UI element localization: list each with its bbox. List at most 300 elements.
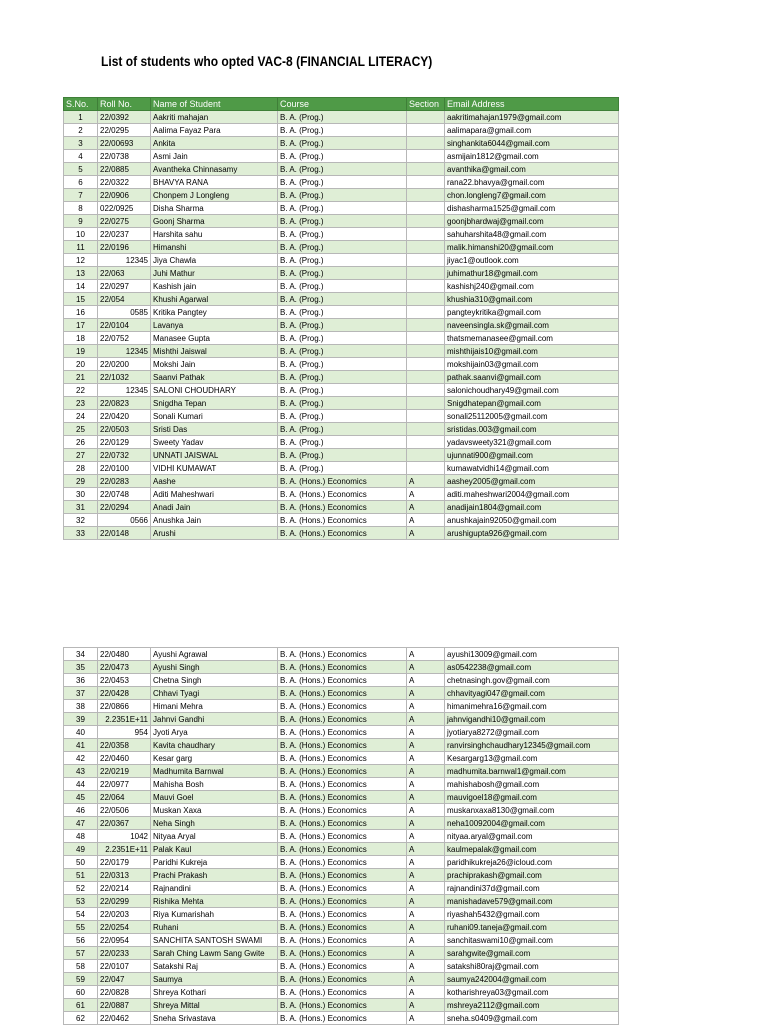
cell-email: sonali25112005@gmail.com <box>445 410 619 423</box>
cell-section <box>407 462 445 475</box>
cell-name: Mauvi Goel <box>151 791 278 804</box>
cell-course: B. A. (Prog.) <box>278 293 407 306</box>
cell-roll-no: 22/0503 <box>98 423 151 436</box>
cell-roll-no: 22/1032 <box>98 371 151 384</box>
cell-name: Aditi Maheshwari <box>151 488 278 501</box>
cell-name: Himanshi <box>151 241 278 254</box>
cell-sno: 28 <box>64 462 98 475</box>
cell-sno: 27 <box>64 449 98 462</box>
cell-email: rana22.bhavya@gmail.com <box>445 176 619 189</box>
table-row <box>64 999 619 1012</box>
cell-sno: 57 <box>64 947 98 960</box>
header-course: Course <box>278 98 407 111</box>
cell-name: Aakriti mahajan <box>151 111 278 124</box>
cell-roll-no: 22/0954 <box>98 934 151 947</box>
cell-roll-no: 22/0254 <box>98 921 151 934</box>
cell-section: A <box>407 661 445 674</box>
cell-course: B. A. (Hons.) Economics <box>278 921 407 934</box>
cell-roll-no: 2.2351E+11 <box>98 843 151 856</box>
cell-email: prachiprakash@gmail.com <box>445 869 619 882</box>
cell-sno: 14 <box>64 280 98 293</box>
cell-roll-no: 22/0297 <box>98 280 151 293</box>
cell-section <box>407 215 445 228</box>
table-row <box>64 973 619 986</box>
cell-email: kotharishreya03@gmail.com <box>445 986 619 999</box>
cell-sno: 9 <box>64 215 98 228</box>
cell-course: B. A. (Hons.) Economics <box>278 817 407 830</box>
cell-email: aditi.maheshwari2004@gmail.com <box>445 488 619 501</box>
cell-sno: 51 <box>64 869 98 882</box>
table-row <box>64 817 619 830</box>
students-table-2 <box>63 647 619 1025</box>
cell-roll-no: 22/00693 <box>98 137 151 150</box>
cell-email: aashey2005@gmail.com <box>445 475 619 488</box>
cell-roll-no: 22/0885 <box>98 163 151 176</box>
cell-sno: 36 <box>64 674 98 687</box>
cell-sno: 24 <box>64 410 98 423</box>
cell-name: Rajnandini <box>151 882 278 895</box>
cell-course: B. A. (Prog.) <box>278 423 407 436</box>
cell-section <box>407 254 445 267</box>
cell-sno: 16 <box>64 306 98 319</box>
cell-sno: 39 <box>64 713 98 726</box>
cell-name: Sonali Kumari <box>151 410 278 423</box>
cell-section <box>407 137 445 150</box>
cell-email: juhimathur18@gmail.com <box>445 267 619 280</box>
cell-sno: 13 <box>64 267 98 280</box>
cell-name: Manasee Gupta <box>151 332 278 345</box>
cell-roll-no: 22/0906 <box>98 189 151 202</box>
table-row <box>64 895 619 908</box>
cell-name: Jiya Chawla <box>151 254 278 267</box>
cell-course: B. A. (Prog.) <box>278 124 407 137</box>
table-row <box>64 111 619 124</box>
cell-email: neha10092004@gmail.com <box>445 817 619 830</box>
table-row <box>64 778 619 791</box>
cell-course: B. A. (Prog.) <box>278 163 407 176</box>
table-row <box>64 765 619 778</box>
cell-name: Ruhani <box>151 921 278 934</box>
cell-email: thatsmemanasee@gmail.com <box>445 332 619 345</box>
cell-email: nityaa.aryal@gmail.com <box>445 830 619 843</box>
cell-name: SANCHITA SANTOSH SWAMI <box>151 934 278 947</box>
cell-sno: 21 <box>64 371 98 384</box>
cell-sno: 11 <box>64 241 98 254</box>
cell-course: B. A. (Hons.) Economics <box>278 999 407 1012</box>
cell-email: ujunnati900@gmail.com <box>445 449 619 462</box>
table-row <box>64 176 619 189</box>
table-row <box>64 830 619 843</box>
cell-section <box>407 163 445 176</box>
cell-email: ayushi13009@gmail.com <box>445 648 619 661</box>
cell-name: Paridhi Kukreja <box>151 856 278 869</box>
table-row <box>64 791 619 804</box>
cell-course: B. A. (Prog.) <box>278 384 407 397</box>
cell-course: B. A. (Prog.) <box>278 462 407 475</box>
cell-sno: 56 <box>64 934 98 947</box>
cell-section <box>407 306 445 319</box>
cell-name: Ankita <box>151 137 278 150</box>
cell-email: aalimapara@gmail.com <box>445 124 619 137</box>
cell-roll-no: 22/0322 <box>98 176 151 189</box>
cell-section <box>407 319 445 332</box>
cell-course: B. A. (Hons.) Economics <box>278 960 407 973</box>
cell-name: Kritika Pangtey <box>151 306 278 319</box>
cell-sno: 12 <box>64 254 98 267</box>
cell-email: chetnasingh.gov@gmail.com <box>445 674 619 687</box>
cell-section <box>407 371 445 384</box>
table-row <box>64 137 619 150</box>
cell-course: B. A. (Prog.) <box>278 254 407 267</box>
cell-sno: 6 <box>64 176 98 189</box>
cell-name: Madhumita Barnwal <box>151 765 278 778</box>
cell-roll-no: 22/0196 <box>98 241 151 254</box>
table-row <box>64 921 619 934</box>
cell-name: VIDHI KUMAWAT <box>151 462 278 475</box>
cell-course: B. A. (Hons.) Economics <box>278 778 407 791</box>
cell-email: sahuharshita48@gmail.com <box>445 228 619 241</box>
cell-roll-no: 22/0129 <box>98 436 151 449</box>
cell-email: paridhikukreja26@icloud.com <box>445 856 619 869</box>
cell-email: asmijain1812@gmail.com <box>445 150 619 163</box>
cell-email: muskanxaxa8130@gmail.com <box>445 804 619 817</box>
cell-section: A <box>407 765 445 778</box>
cell-sno: 31 <box>64 501 98 514</box>
cell-name: Anushka Jain <box>151 514 278 527</box>
cell-email: chon.longleng7@gmail.com <box>445 189 619 202</box>
cell-course: B. A. (Hons.) Economics <box>278 843 407 856</box>
cell-roll-no: 22/0392 <box>98 111 151 124</box>
cell-course: B. A. (Hons.) Economics <box>278 947 407 960</box>
table-row <box>64 488 619 501</box>
cell-sno: 1 <box>64 111 98 124</box>
cell-email: yadavsweety321@gmail.com <box>445 436 619 449</box>
table-row <box>64 163 619 176</box>
cell-sno: 20 <box>64 358 98 371</box>
table-row <box>64 462 619 475</box>
header-name: Name of Student <box>151 98 278 111</box>
cell-section: A <box>407 960 445 973</box>
page-title: List of students who opted VAC-8 (FINANCIAL LITERACY) <box>101 53 433 69</box>
cell-course: B. A. (Prog.) <box>278 436 407 449</box>
cell-course: B. A. (Prog.) <box>278 449 407 462</box>
cell-course: B. A. (Hons.) Economics <box>278 908 407 921</box>
cell-name: Himani Mehra <box>151 700 278 713</box>
cell-roll-no: 0566 <box>98 514 151 527</box>
cell-section <box>407 410 445 423</box>
cell-roll-no: 22/0738 <box>98 150 151 163</box>
cell-name: Snigdha Tepan <box>151 397 278 410</box>
cell-email: kaulmepalak@gmail.com <box>445 843 619 856</box>
cell-course: B. A. (Hons.) Economics <box>278 791 407 804</box>
cell-course: B. A. (Hons.) Economics <box>278 895 407 908</box>
cell-course: B. A. (Hons.) Economics <box>278 765 407 778</box>
cell-sno: 43 <box>64 765 98 778</box>
cell-section: A <box>407 791 445 804</box>
cell-roll-no: 12345 <box>98 345 151 358</box>
cell-course: B. A. (Prog.) <box>278 137 407 150</box>
cell-email: sristidas.003@gmail.com <box>445 423 619 436</box>
cell-name: Palak Kaul <box>151 843 278 856</box>
table-row <box>64 215 619 228</box>
cell-name: Kashish jain <box>151 280 278 293</box>
table-row <box>64 332 619 345</box>
cell-name: UNNATI JAISWAL <box>151 449 278 462</box>
cell-sno: 7 <box>64 189 98 202</box>
cell-sno: 15 <box>64 293 98 306</box>
cell-sno: 34 <box>64 648 98 661</box>
cell-sno: 22 <box>64 384 98 397</box>
table-row <box>64 947 619 960</box>
cell-section: A <box>407 934 445 947</box>
table-row <box>64 319 619 332</box>
cell-section: A <box>407 882 445 895</box>
cell-course: B. A. (Prog.) <box>278 371 407 384</box>
header-sno: S.No. <box>64 98 98 111</box>
cell-section <box>407 150 445 163</box>
cell-email: madhumita.barnwal1@gmail.com <box>445 765 619 778</box>
cell-roll-no: 22/0295 <box>98 124 151 137</box>
cell-sno: 3 <box>64 137 98 150</box>
cell-section: A <box>407 739 445 752</box>
cell-course: B. A. (Prog.) <box>278 111 407 124</box>
table-row <box>64 514 619 527</box>
table-row <box>64 124 619 137</box>
cell-roll-no: 0585 <box>98 306 151 319</box>
cell-sno: 37 <box>64 687 98 700</box>
cell-email: jahnvigandhi10@gmail.com <box>445 713 619 726</box>
table-row <box>64 384 619 397</box>
cell-name: BHAVYA RANA <box>151 176 278 189</box>
table-row <box>64 527 619 540</box>
cell-course: B. A. (Hons.) Economics <box>278 661 407 674</box>
cell-section: A <box>407 830 445 843</box>
cell-sno: 59 <box>64 973 98 986</box>
cell-email: aakritimahajan1979@gmail.com <box>445 111 619 124</box>
cell-email: satakshi80raj@gmail.com <box>445 960 619 973</box>
cell-roll-no: 22/0453 <box>98 674 151 687</box>
table-row <box>64 986 619 999</box>
cell-section <box>407 384 445 397</box>
cell-name: Avantheka Chinnasamy <box>151 163 278 176</box>
cell-sno: 8 <box>64 202 98 215</box>
cell-name: Kavita chaudhary <box>151 739 278 752</box>
cell-email: pangteykritika@gmail.com <box>445 306 619 319</box>
cell-section: A <box>407 895 445 908</box>
cell-roll-no: 954 <box>98 726 151 739</box>
cell-section: A <box>407 817 445 830</box>
cell-email: chhavityagi047@gmail.com <box>445 687 619 700</box>
table-row <box>64 648 619 661</box>
cell-name: Goonj Sharma <box>151 215 278 228</box>
cell-course: B. A. (Hons.) Economics <box>278 986 407 999</box>
cell-name: Chetna Singh <box>151 674 278 687</box>
cell-roll-no: 22/0752 <box>98 332 151 345</box>
cell-roll-no: 12345 <box>98 254 151 267</box>
table-row <box>64 1012 619 1025</box>
cell-course: B. A. (Hons.) Economics <box>278 687 407 700</box>
cell-email: kumawatvidhi14@gmail.com <box>445 462 619 475</box>
cell-name: Jyoti Arya <box>151 726 278 739</box>
cell-section: A <box>407 527 445 540</box>
cell-section: A <box>407 674 445 687</box>
cell-name: Kesar garg <box>151 752 278 765</box>
cell-roll-no: 22/0219 <box>98 765 151 778</box>
cell-email: dishasharma1525@gmail.com <box>445 202 619 215</box>
cell-roll-no: 1042 <box>98 830 151 843</box>
cell-sno: 41 <box>64 739 98 752</box>
cell-course: B. A. (Prog.) <box>278 345 407 358</box>
cell-email: arushigupta926@gmail.com <box>445 527 619 540</box>
cell-roll-no: 22/0506 <box>98 804 151 817</box>
cell-sno: 46 <box>64 804 98 817</box>
cell-name: Muskan Xaxa <box>151 804 278 817</box>
cell-sno: 60 <box>64 986 98 999</box>
table-row <box>64 869 619 882</box>
cell-section <box>407 111 445 124</box>
cell-roll-no: 22/0420 <box>98 410 151 423</box>
cell-sno: 29 <box>64 475 98 488</box>
cell-sno: 4 <box>64 150 98 163</box>
table-row <box>64 267 619 280</box>
cell-section: A <box>407 856 445 869</box>
header-roll-no: Roll No. <box>98 98 151 111</box>
table-row <box>64 306 619 319</box>
header-section: Section <box>407 98 445 111</box>
cell-email: ranvirsinghchaudhary12345@gmail.com <box>445 739 619 752</box>
cell-sno: 2 <box>64 124 98 137</box>
table-row <box>64 501 619 514</box>
cell-course: B. A. (Hons.) Economics <box>278 804 407 817</box>
cell-roll-no: 22/0313 <box>98 869 151 882</box>
table-row <box>64 254 619 267</box>
cell-section <box>407 280 445 293</box>
cell-name: Ayushi Singh <box>151 661 278 674</box>
cell-roll-no: 22/0203 <box>98 908 151 921</box>
cell-course: B. A. (Prog.) <box>278 397 407 410</box>
cell-name: Shreya Kothari <box>151 986 278 999</box>
table-row <box>64 371 619 384</box>
cell-email: manishadave579@gmail.com <box>445 895 619 908</box>
table-row <box>64 960 619 973</box>
cell-course: B. A. (Prog.) <box>278 267 407 280</box>
cell-roll-no: 22/0367 <box>98 817 151 830</box>
table-row <box>64 345 619 358</box>
table-row <box>64 713 619 726</box>
cell-roll-no: 22/0866 <box>98 700 151 713</box>
cell-name: Chonpem J Longleng <box>151 189 278 202</box>
table-body-2 <box>64 648 619 1025</box>
cell-email: himanimehra16@gmail.com <box>445 700 619 713</box>
cell-section <box>407 267 445 280</box>
cell-course: B. A. (Hons.) Economics <box>278 674 407 687</box>
cell-sno: 23 <box>64 397 98 410</box>
cell-section: A <box>407 869 445 882</box>
cell-name: Sristi Das <box>151 423 278 436</box>
cell-name: Sneha Srivastava <box>151 1012 278 1025</box>
cell-roll-no: 22/0823 <box>98 397 151 410</box>
cell-section <box>407 332 445 345</box>
cell-course: B. A. (Hons.) Economics <box>278 752 407 765</box>
cell-sno: 50 <box>64 856 98 869</box>
cell-name: Saanvi Pathak <box>151 371 278 384</box>
cell-section: A <box>407 501 445 514</box>
cell-email: rajnandini37d@gmail.com <box>445 882 619 895</box>
cell-course: B. A. (Prog.) <box>278 189 407 202</box>
cell-name: Anadi Jain <box>151 501 278 514</box>
cell-roll-no: 22/0732 <box>98 449 151 462</box>
cell-course: B. A. (Prog.) <box>278 176 407 189</box>
cell-roll-no: 22/0104 <box>98 319 151 332</box>
cell-email: jiyac1@outlook.com <box>445 254 619 267</box>
cell-section <box>407 436 445 449</box>
cell-section: A <box>407 488 445 501</box>
cell-course: B. A. (Prog.) <box>278 280 407 293</box>
cell-course: B. A. (Prog.) <box>278 306 407 319</box>
cell-email: singhankita6044@gmail.com <box>445 137 619 150</box>
cell-email: sneha.s0409@gmail.com <box>445 1012 619 1025</box>
cell-section: A <box>407 514 445 527</box>
cell-course: B. A. (Hons.) Economics <box>278 475 407 488</box>
cell-course: B. A. (Hons.) Economics <box>278 856 407 869</box>
cell-section <box>407 293 445 306</box>
cell-section <box>407 228 445 241</box>
cell-section: A <box>407 713 445 726</box>
cell-roll-no: 22/0480 <box>98 648 151 661</box>
cell-email: sanchitaswami10@gmail.com <box>445 934 619 947</box>
table-row <box>64 241 619 254</box>
cell-email: avanthika@gmail.com <box>445 163 619 176</box>
table-row <box>64 449 619 462</box>
cell-roll-no: 22/0107 <box>98 960 151 973</box>
cell-course: B. A. (Hons.) Economics <box>278 726 407 739</box>
cell-section <box>407 202 445 215</box>
cell-section <box>407 449 445 462</box>
cell-email: goonjbhardwaj@gmail.com <box>445 215 619 228</box>
table-row <box>64 358 619 371</box>
cell-course: B. A. (Prog.) <box>278 228 407 241</box>
cell-roll-no: 22/063 <box>98 267 151 280</box>
cell-name: Riya Kumarishah <box>151 908 278 921</box>
cell-email: Snigdhatepan@gmail.com <box>445 397 619 410</box>
cell-name: Saumya <box>151 973 278 986</box>
cell-name: Aashe <box>151 475 278 488</box>
cell-section: A <box>407 999 445 1012</box>
cell-roll-no: 2.2351E+11 <box>98 713 151 726</box>
cell-name: Asmi Jain <box>151 150 278 163</box>
cell-sno: 62 <box>64 1012 98 1025</box>
cell-section: A <box>407 908 445 921</box>
cell-email: as0542238@gmail.com <box>445 661 619 674</box>
cell-section: A <box>407 752 445 765</box>
table-row <box>64 739 619 752</box>
cell-name: Nityaa Aryal <box>151 830 278 843</box>
cell-roll-no: 22/0460 <box>98 752 151 765</box>
cell-roll-no: 22/0473 <box>98 661 151 674</box>
cell-roll-no: 22/0462 <box>98 1012 151 1025</box>
cell-email: kashishj240@gmail.com <box>445 280 619 293</box>
cell-sno: 17 <box>64 319 98 332</box>
table-row <box>64 661 619 674</box>
cell-course: B. A. (Prog.) <box>278 410 407 423</box>
table-row <box>64 908 619 921</box>
cell-email: pathak.saanvi@gmail.com <box>445 371 619 384</box>
cell-sno: 53 <box>64 895 98 908</box>
cell-section: A <box>407 921 445 934</box>
table-header-row <box>64 98 619 111</box>
cell-section: A <box>407 687 445 700</box>
cell-roll-no: 22/0977 <box>98 778 151 791</box>
